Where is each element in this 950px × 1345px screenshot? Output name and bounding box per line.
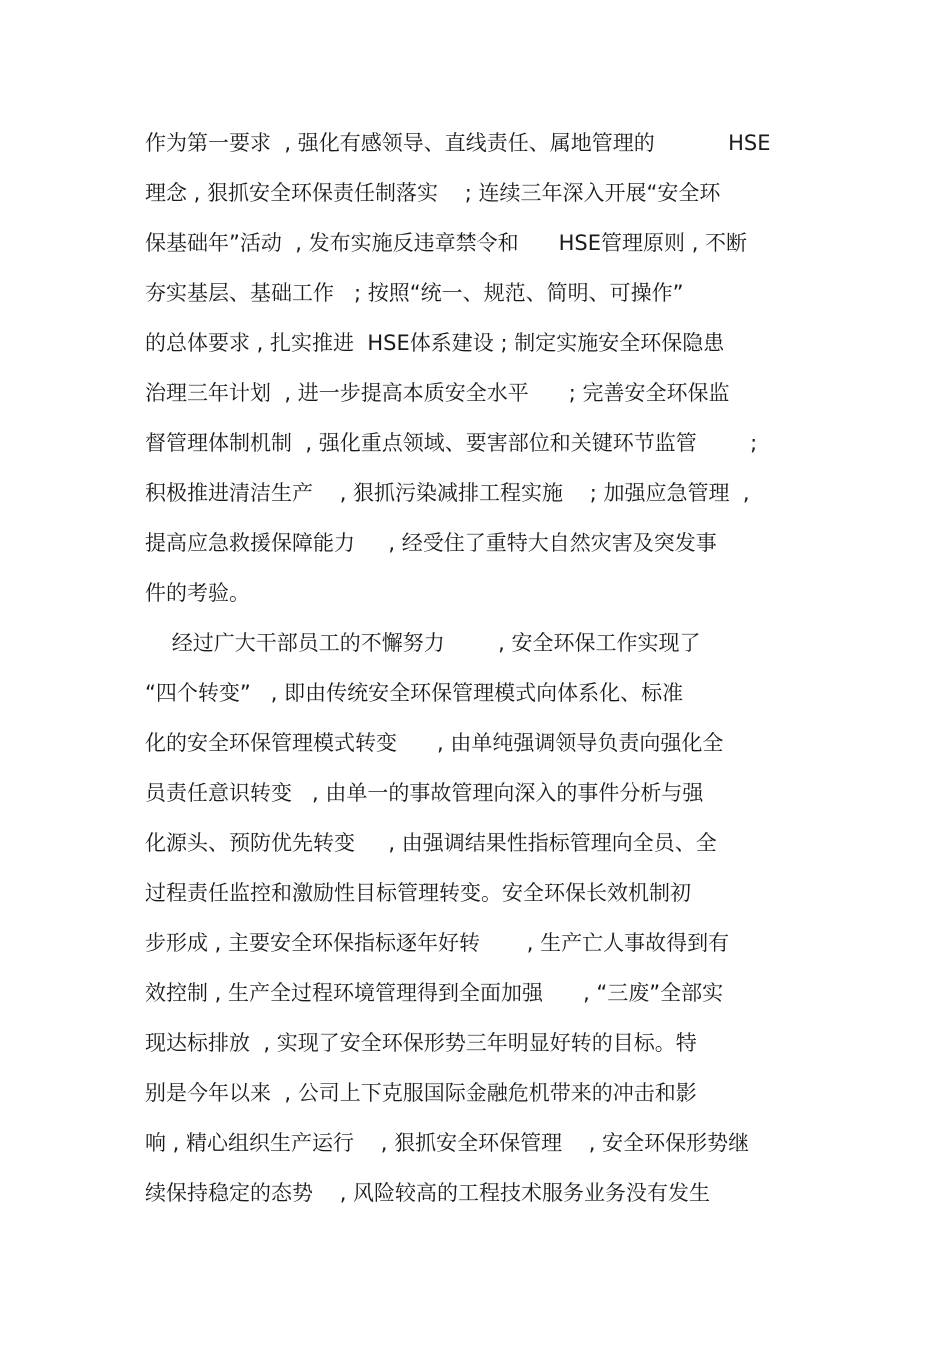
text-line: 效控制 , 生产全过程环境管理得到全面加强 , “三废”全部实	[145, 981, 724, 1005]
text-line: 响 , 精心组织生产运行 , 狠抓安全环保管理 , 安全环保形势继	[145, 1131, 750, 1155]
text-line: 经过广大干部员工的不懈努力 , 安全环保工作实现了	[145, 631, 701, 655]
text-line: 督管理体制机制 , 强化重点领域、要害部位和关键环节监管 ;	[145, 431, 758, 455]
text-line: 续保持稳定的态势 , 风险较高的工程技术服务业务没有发生	[145, 1181, 711, 1205]
text-line: 的总体要求 , 扎实推进 HSE体系建设 ; 制定实施安全环保隐患	[145, 331, 725, 355]
text-line: 作为第一要求 , 强化有感领导、直线责任、属地管理的 HSE	[145, 131, 771, 155]
text-line: 治理三年计划 , 进一步提高本质安全水平 ; 完善安全环保监	[145, 381, 730, 405]
text-line: 件的考验。	[145, 581, 250, 605]
text-line: 化源头、预防优先转变 , 由强调结果性指标管理向全员、全	[145, 831, 717, 855]
text-line: 提高应急救援保障能力 , 经受住了重特大自然灾害及突发事	[145, 531, 717, 555]
text-line: 夯实基层、基础工作 ; 按照“统一、规范、简明、可操作”	[145, 281, 684, 305]
text-line: 别是今年以来 , 公司上下克服国际金融危机带来的冲击和影	[145, 1081, 697, 1105]
text-line: 现达标排放 , 实现了安全环保形势三年明显好转的目标。特	[145, 1031, 697, 1055]
text-line: 过程责任监控和激励性目标管理转变。安全环保长效机制初	[145, 881, 691, 905]
text-line: 步形成 , 主要安全环保指标逐年好转 , 生产亡人事故得到有	[145, 931, 730, 955]
text-line: 员责任意识转变 , 由单一的事故管理向深入的事件分析与强	[145, 781, 704, 805]
text-line: “四个转变” , 即由传统安全环保管理模式向体系化、标准	[145, 681, 684, 705]
body-text	[145, 118, 825, 1218]
text-line: 化的安全环保管理模式转变 , 由单纯强调领导负责向强化全	[145, 731, 724, 755]
text-line: 保基础年”活动 , 发布实施反违章禁令和 HSE管理原则 , 不断	[145, 231, 748, 255]
text-line: 积极推进清洁生产 , 狠抓污染减排工程实施 ; 加强应急管理 ,	[145, 481, 750, 505]
text-line: 理念 , 狠抓安全环保责任制落实 ; 连续三年深入开展“安全环	[145, 181, 721, 205]
